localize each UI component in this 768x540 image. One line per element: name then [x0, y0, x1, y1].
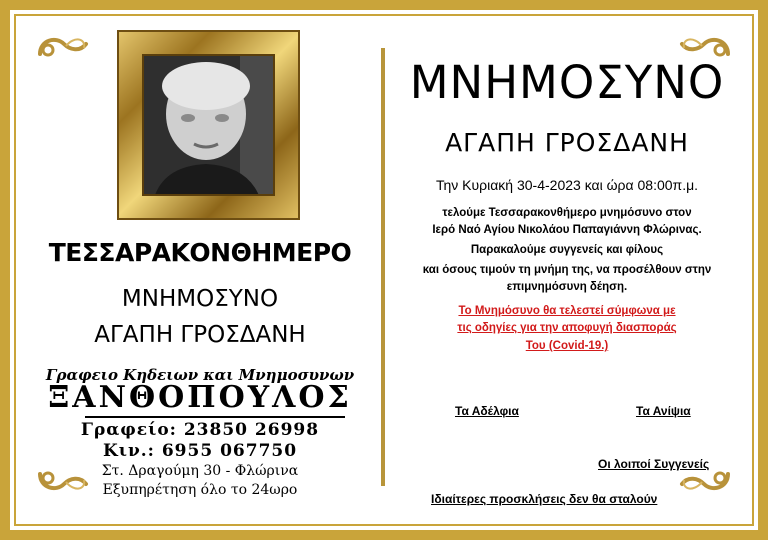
- column-divider: [381, 48, 385, 486]
- signature-other-relatives: Οι λοιποί Συγγενείς: [598, 457, 710, 471]
- funeral-office-label: Γραφειο Κηδειων και Μνημοσυνων: [45, 366, 355, 384]
- left-memorial-heading: ΜΝΗΜΟΣΥΝΟ: [121, 286, 279, 312]
- date-line: Την Κυριακή 30-4-2023 και ώρα 08:00π.μ.: [435, 177, 699, 193]
- body-line: Παρακαλούμε συγγενείς και φίλους: [470, 244, 664, 256]
- covid-notice-line: Του (Covid-19.): [525, 340, 609, 352]
- service-hours: Εξυπηρέτηση όλο το 24ωρο: [102, 482, 298, 498]
- left-title: ΤΕΣΣΑΡΑΚΟΝΘΗΜΕΡΟ: [48, 238, 352, 267]
- body-line: επιμνημόσυνη δέηση.: [506, 281, 628, 293]
- left-deceased-name: ΑΓΑΠΗ ΓΡΟΣΔΑΝΗ: [94, 322, 306, 348]
- right-deceased-name: ΑΓΑΠΗ ΓΡΟΣΔΑΝΗ: [445, 128, 689, 157]
- portrait-image: [144, 56, 275, 196]
- right-title: ΜΝΗΜΟΣΥΝΟ: [409, 56, 725, 109]
- address: Στ. Δραγούμη 30 - Φλώρινα: [101, 463, 299, 479]
- brand-underline: [85, 416, 345, 418]
- body-line: τελούμε Τεσσαρακονθήμερο μνημόσυνο στον: [442, 207, 692, 219]
- signature-nieces: Τα Ανίψια: [636, 404, 691, 418]
- office-phone: Γραφείο: 23850 26998: [80, 420, 320, 440]
- covid-notice-line: τις οδηγίες για την αποφυγή διασποράς: [457, 322, 677, 334]
- covid-notice-line: Το Μνημόσυνο θα τελεστεί σύμφωνα με: [458, 305, 676, 317]
- signature-siblings: Τα Αδέλφια: [455, 404, 519, 418]
- gilded-picture-frame: [117, 30, 300, 220]
- scroll-ornament-icon: [36, 32, 90, 62]
- body-line: Ιερό Ναό Αγίου Νικολάου Παπαγιάννη Φλώρινας.: [432, 224, 702, 236]
- mobile-phone: Κιν.: 6955 067750: [102, 441, 298, 461]
- portrait-photo: [142, 54, 275, 196]
- body-line: και όσους τιμούν τη μνήμη της, να προσέλθουν στην: [422, 264, 712, 276]
- no-invitations-notice: Ιδιαίτερες προσκλήσεις δεν θα σταλούν: [431, 492, 658, 506]
- funeral-home-brand: ΞΑΝΘΟΠΟΥΛΟΣ: [48, 380, 352, 415]
